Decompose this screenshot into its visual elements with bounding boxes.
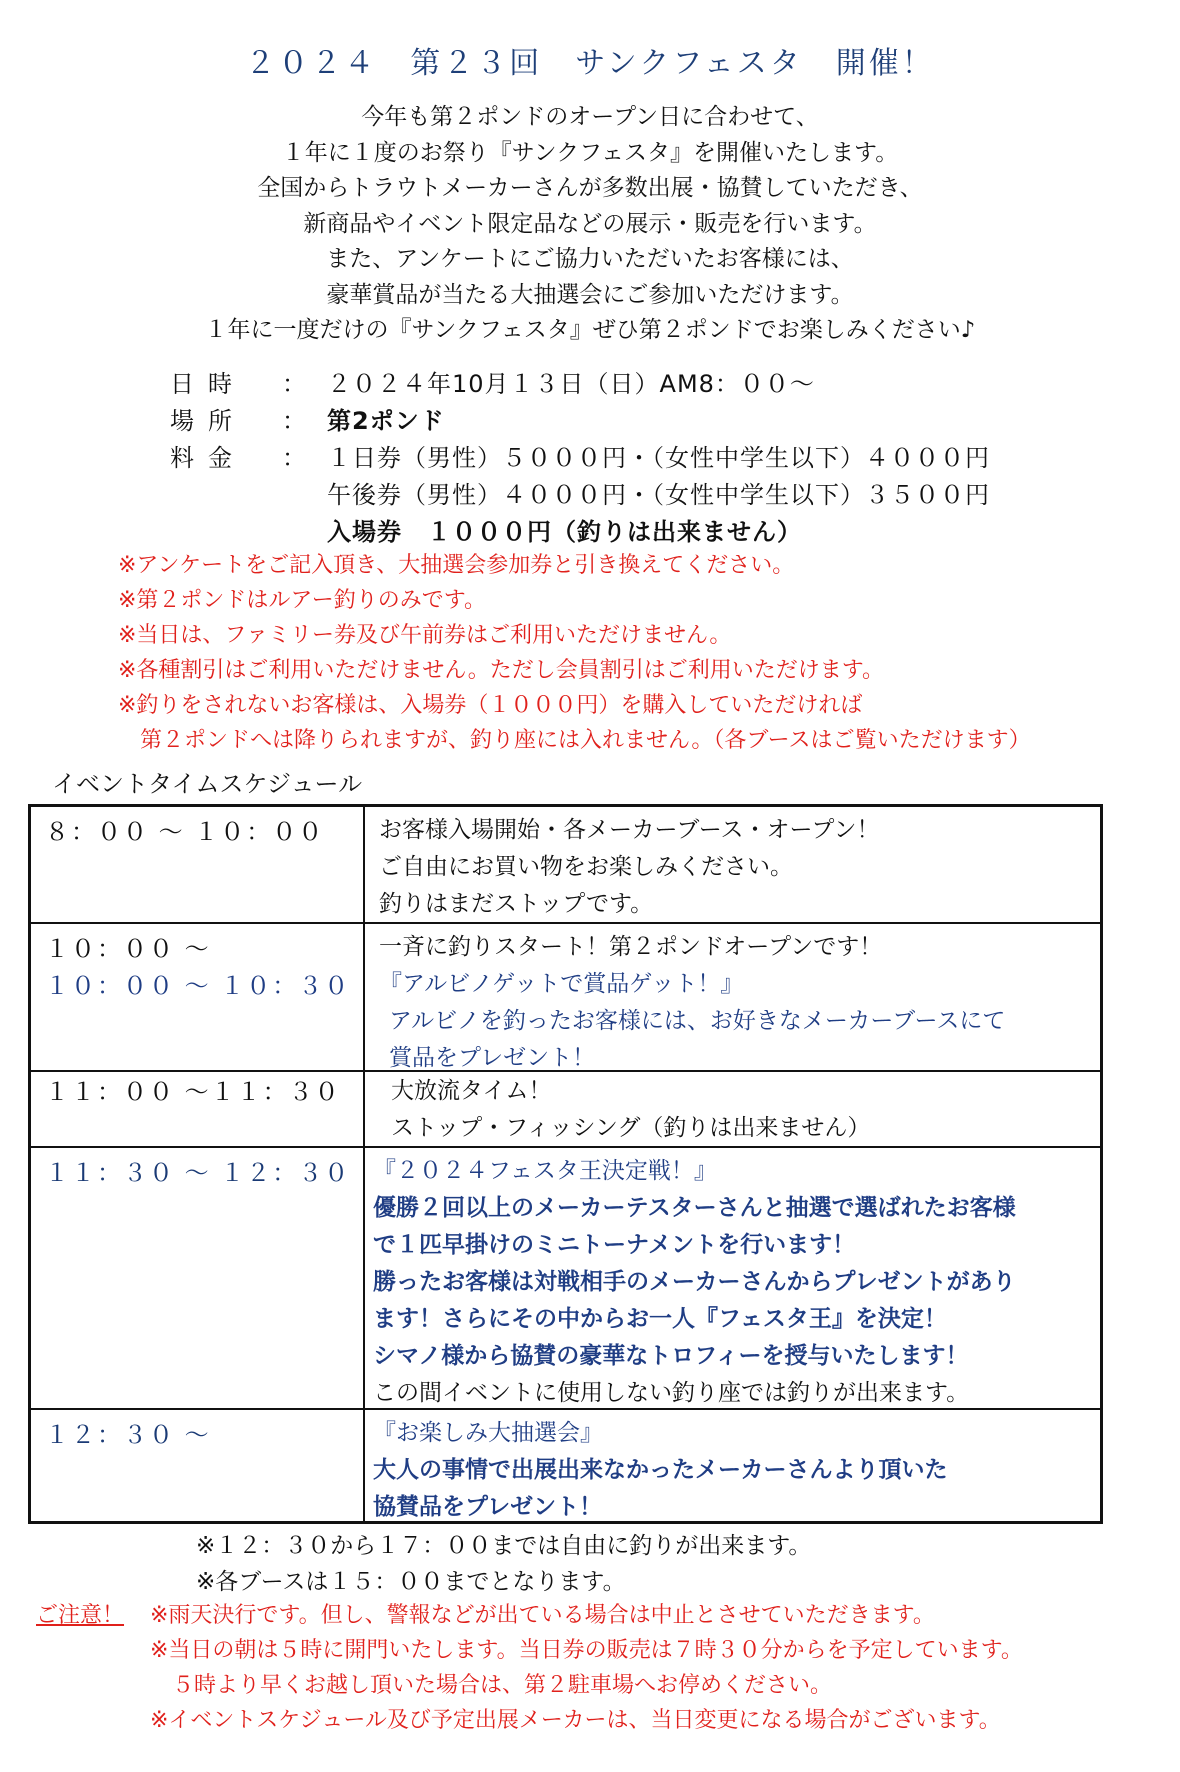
- page-title: ２０２４ 第２３回 サンクフェスタ 開催！: [245, 46, 935, 81]
- desc-line: 大人の事情で出展出来なかったメーカーさんより頂いた: [373, 1457, 948, 1483]
- schedule-description: [365, 1148, 1100, 1408]
- desc-line: 賞品をプレゼント！: [389, 1045, 596, 1071]
- caution-row: [36, 1598, 1023, 1633]
- intro-line: 今年も第２ポンドのオープン日に合わせて、: [361, 104, 819, 130]
- schedule-description: [365, 1072, 1100, 1146]
- time-line: １０：００ ～: [45, 935, 211, 963]
- date-label: 日時: [170, 370, 246, 398]
- desc-line: で１匹早掛けのミニトーナメントを行います！: [373, 1232, 856, 1258]
- desc-line: 大放流タイム！: [391, 1078, 552, 1104]
- desc-line: ストップ・フィッシング（釣りは出来ません）: [391, 1115, 871, 1141]
- schedule-description: [365, 807, 1100, 922]
- note-line: 第２ポンドへは降りられますが、釣り座には入れません。（各ブースはご覧いただけます）: [118, 728, 1031, 753]
- schedule-time: [31, 1410, 365, 1521]
- schedule-description: [365, 1410, 1100, 1521]
- desc-line: 一斉に釣りスタート！第２ポンドオープンです！: [379, 934, 883, 960]
- fee-row: [170, 477, 990, 514]
- schedule-table: [28, 804, 1103, 1524]
- colon: ：: [282, 444, 306, 472]
- footnote-line: ※１２：３０から１７：００までは自由に釣りが出来ます。: [196, 1533, 812, 1559]
- desc-line: 優勝２回以上のメーカーテスターさんと抽選で選ばれたお客様: [373, 1195, 1016, 1221]
- desc-line: ご自由にお買い物をお楽しみください。: [379, 854, 793, 880]
- desc-line: シマノ様から協賛の豪華なトロフィーを授与いたします！: [373, 1343, 969, 1369]
- time-line: １１：００ ～１１：３０: [45, 1078, 341, 1106]
- caution-row: [36, 1633, 1023, 1668]
- footnote-line: ※各ブースは１５：００までとなります。: [196, 1569, 626, 1595]
- desc-line: ます！さらにその中からお一人『フェスタ王』を決定！: [373, 1306, 947, 1332]
- schedule-time: [31, 1072, 365, 1146]
- intro-paragraph: [0, 100, 1180, 349]
- date-value: ２０２４年10月１３日（日）AM8：００～: [327, 370, 815, 398]
- desc-line: 『アルビノゲットで賞品ゲット！』: [379, 971, 744, 997]
- schedule-row: [31, 1410, 1100, 1521]
- caution-line: ５時より早くお越し頂いた場合は、第２駐車場へお停めください。: [150, 1673, 833, 1698]
- caution-row: [36, 1668, 1023, 1703]
- place-row: [170, 403, 990, 440]
- fee-row: [170, 514, 990, 551]
- fee-notes: [118, 548, 1031, 758]
- desc-line: 勝ったお客様は対戦相手のメーカーさんからプレゼントがあり: [373, 1269, 1016, 1295]
- place-value: 第2ポンド: [327, 407, 445, 435]
- desc-line: アルビノを釣ったお客様には、お好きなメーカーブースにて: [389, 1008, 1006, 1034]
- schedule-row: [31, 1072, 1100, 1148]
- schedule-time: [31, 1148, 365, 1408]
- desc-line: 『お楽しみ大抽選会』: [373, 1420, 603, 1446]
- note-line: ※当日は、ファミリー券及び午前券はご利用いただけません。: [118, 623, 732, 648]
- caution-label: ご注意！: [36, 1603, 125, 1628]
- intro-line: 全国からトラウトメーカーさんが多数出展・協賛していただき、: [257, 175, 923, 201]
- desc-line: 釣りはまだストップです。: [379, 891, 654, 917]
- note-line: ※第２ポンドはルアー釣りのみです。: [118, 588, 487, 613]
- caution-line: ※雨天決行です。但し、警報などが出ている場合は中止とさせていただきます。: [150, 1603, 935, 1628]
- event-info: [170, 366, 990, 551]
- note-line: ※各種割引はご利用いただけません。ただし会員割引はご利用いただけます。: [118, 658, 884, 683]
- schedule-heading: イベントタイムスケジュール: [52, 770, 363, 798]
- time-line: １０：００ ～ １０：３０: [45, 972, 351, 1000]
- schedule-row: [31, 1148, 1100, 1410]
- note-line: ※釣りをされないお客様は、入場券（１０００円）を購入していただければ: [118, 693, 863, 718]
- colon: ：: [282, 370, 306, 398]
- caution-line: ※イベントスケジュール及び予定出展メーカーは、当日変更になる場合がございます。: [150, 1708, 1001, 1733]
- caution-section: [36, 1598, 1023, 1738]
- schedule-time: [31, 924, 365, 1070]
- caution-row: [36, 1703, 1023, 1738]
- schedule-time: [31, 807, 365, 922]
- time-line: １１：３０ ～ １２：３０: [45, 1159, 351, 1187]
- desc-line: お客様入場開始・各メーカーブース・オープン！: [379, 817, 880, 843]
- intro-line: １年に一度だけの『サンクフェスタ』ぜひ第２ポンドでお楽しみください♪: [204, 317, 976, 343]
- schedule-description: [365, 924, 1100, 1070]
- desc-line: 『２０２４フェスタ王決定戦！』: [373, 1158, 717, 1184]
- fee-line: 入場券 １０００円（釣りは出来ません）: [327, 518, 802, 546]
- fee-label: 料金: [170, 444, 246, 472]
- schedule-row: [31, 807, 1100, 924]
- desc-line: この間イベントに使用しない釣り座では釣りが出来ます。: [373, 1380, 970, 1406]
- caution-line: ※当日の朝は５時に開門いたします。当日券の販売は７時３０分からを予定しています。: [150, 1638, 1023, 1663]
- fee-row: [170, 440, 990, 477]
- intro-line: また、アンケートにご協力いただいたお客様には、: [326, 246, 854, 272]
- intro-line: １年に１度のお祭り『サンクフェスタ』を開催いたします。: [281, 139, 899, 166]
- schedule-footnotes: [196, 1528, 811, 1600]
- date-row: [170, 366, 990, 403]
- colon: ：: [282, 407, 306, 435]
- schedule-row: [31, 924, 1100, 1072]
- fee-line: １日券（男性）５０００円・（女性中学生以下）４０００円: [327, 444, 990, 472]
- time-line: １２：３０ ～: [45, 1421, 211, 1449]
- intro-line: 豪華賞品が当たる大抽選会にご参加いただけます。: [326, 281, 854, 308]
- intro-line: 新商品やイベント限定品などの展示・販売を行います。: [303, 210, 877, 237]
- time-line: ８：００ ～ １０：００: [45, 818, 325, 846]
- desc-line: 協賛品をプレゼント！: [373, 1494, 603, 1520]
- fee-line: 午後券（男性）４０００円・（女性中学生以下）３５００円: [327, 481, 990, 509]
- place-label: 場所: [170, 407, 246, 435]
- note-line: ※アンケートをご記入頂き、大抽選会参加券と引き換えてください。: [118, 553, 795, 578]
